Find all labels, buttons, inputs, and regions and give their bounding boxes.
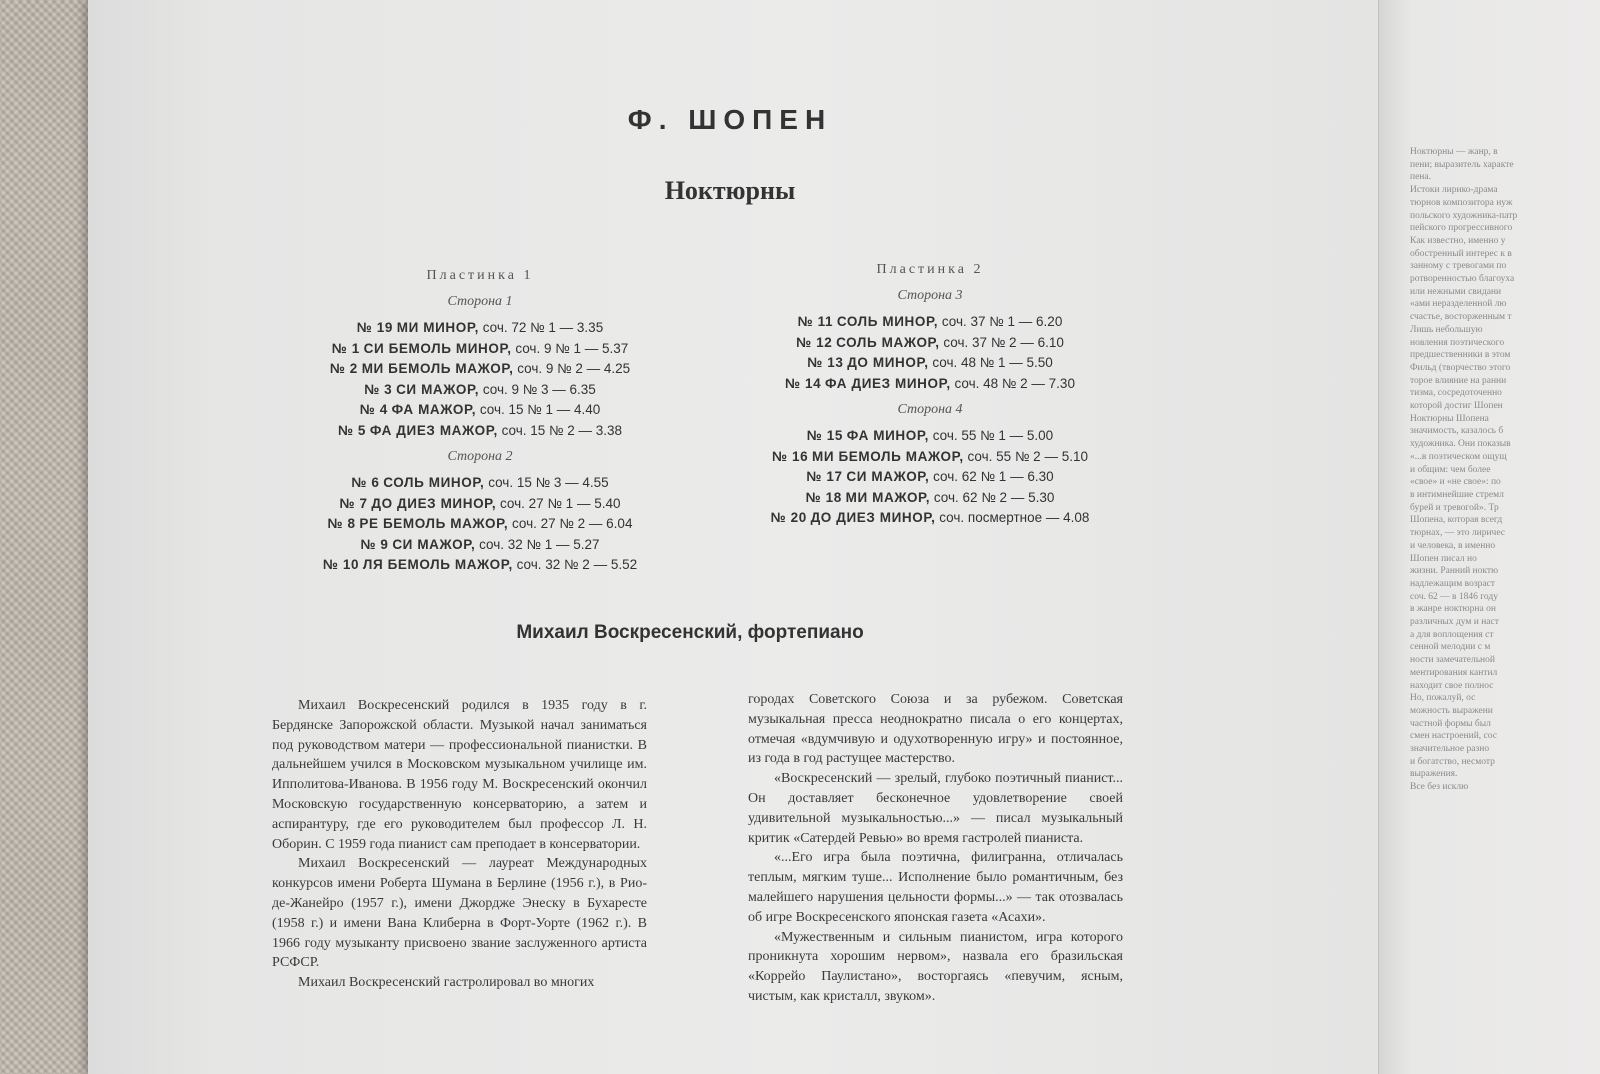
text-line: ности замечательной [1410,655,1495,666]
track-duration: — 5.40 [576,495,621,511]
track-opus: соч. 15 № 1 [479,402,553,417]
text-line: предшественники в этом [1410,350,1511,361]
paragraph: городах Советского Союза и за рубежом. Советская музыкальная пресса неоднократно писала о его концертах, отмечая «вдумчивую и одухотворенную игру» и постоянное, из года в год растущее мастерство. [748,692,1123,767]
work-title: Ноктюрны [664,176,796,205]
text-line: Шопен писал но [1410,553,1477,564]
text-line: надлежащим возраст [1410,578,1495,589]
text-line: тюрнах, — это лиричес [1410,528,1506,539]
track-opus: соч. 72 № 1 [482,320,556,335]
text-line: новления поэтического [1410,337,1505,348]
text-line: различных дум и наст [1410,617,1499,628]
text-line: Как известно, именно у [1410,235,1506,246]
text-line: которой достиг Шопен [1410,401,1503,412]
track-number: № 17 [806,469,843,484]
track-row [240,318,720,339]
paragraph: «...Его игра была поэтична, филигранна, отличалась теплым, мягким туше... Исполнение было романтичным, без малейшего нарушения цельности формы...» — так отозвалась об игре Воскресенского японская газета «Асахи». [748,850,1123,925]
track-name: ФА МИНОР, [846,428,929,443]
paragraph: «Воскресенский — зрелый, глубоко поэтичный пианист... Он доставляет бесконечное удовлетворение своей удивительной музыкальностью...» — писал музыкальный критик «Сатердей Ревью» во время гастролей пианиста. [748,771,1123,846]
text-line: можность выражени [1410,705,1493,716]
text-line: пени; выразитель характе [1410,159,1514,170]
track-name: МИ БЕМОЛЬ МАЖОР, [361,361,514,376]
text-line: в жанре ноктюрна он [1410,604,1496,615]
track-opus: соч. 62 № 1 [933,469,1007,484]
text-line: выражения. [1410,769,1458,780]
text-line: обостренный интерес к в [1410,248,1512,259]
text-line: в интимнейшие стремл [1410,489,1504,500]
performer-heading: Михаил Воскресенский, фортепиано [516,622,864,643]
track-duration: — 6.04 [588,516,633,531]
text-line: ментирования кантил [1410,667,1498,678]
track-duration: — 5.00 [1009,428,1054,443]
track-row [240,514,720,535]
track-row [690,374,1170,395]
track-opus: соч. 9 № 2 [517,361,583,376]
track-number: № 20 [770,510,807,525]
track-name: СОЛЬ МИНОР, [836,314,939,329]
text-line: торое влияние на ранни [1410,375,1507,386]
track-number: № 4 [359,402,388,417]
record-1-tracklist [240,268,720,576]
paragraph: «Мужественным и сильным пианистом, игра которого проникнута хорошим нервом», назвала его бразильская «Коррейо Паулистано», восторгаясь «певучим, ясным, чистым, как кристалл, звуком». [748,929,1123,1004]
track-opus: соч. 15 № 2 [501,422,575,438]
track-duration: — 5.37 [584,340,629,356]
track-number: № 1 [331,340,360,356]
track-row [690,312,1170,333]
track-name: МИ МАЖОР, [845,489,931,505]
track-opus: соч. 37 № 1 [941,314,1016,329]
track-number: № 16 [772,448,809,464]
track-row [240,421,720,442]
text-line: и человека, в именно [1410,540,1496,551]
track-number: № 7 [339,495,368,511]
record-2-tracklist [690,262,1170,529]
paragraph: Михаил Воскресенский гастролировал во многих [298,975,595,991]
track-opus: соч. 32 № 1 [479,536,553,552]
track-number: № 2 [329,361,358,376]
track-duration: — 6.20 [1018,314,1063,329]
paragraph: Михаил Воскресенский — лауреат Международных конкурсов имени Роберта Шумана в Берлине (1956 г.), в Рио-де-Жанейро (1957 г.), имени Джордже Энеску в Бухаресте (1958 г.) и имени Вана Клиберна в Форт-Уорте (1962 г.). В 1966 году музыканту присвоено звание заслуженного артиста РСФСР. [272,856,647,971]
track-number: № 9 [360,536,389,552]
text-line: и общим: чем более [1410,464,1491,475]
track-name: РЕ БЕМОЛЬ МАЖОР, [359,516,509,531]
track-number: № 14 [785,375,822,391]
track-row [240,359,720,380]
track-row [690,353,1170,374]
track-number: № 11 [797,314,834,329]
track-opus: соч. 37 № 2 [943,334,1017,350]
track-row [690,508,1170,529]
track-row [240,555,720,576]
track-name: СОЛЬ МИНОР, [383,475,485,490]
record-title: Пластинка 2 [876,262,984,277]
track-opus: соч. 48 № 1 [932,355,1006,370]
track-opus: соч. 15 № 3 [488,475,562,490]
track-name: МИ БЕМОЛЬ МАЖОР, [812,448,964,464]
track-number: № 15 [806,428,844,443]
track-row [240,339,720,360]
track-duration: — 5.27 [556,536,600,552]
track-number: № 6 [351,475,380,490]
track-row [240,494,720,515]
side-title: Сторона 2 [447,449,513,464]
track-duration: — 5.50 [1009,355,1053,370]
biography-column-left [272,696,647,993]
text-line: Шопена, которая всегд [1410,515,1503,526]
track-row [690,426,1170,447]
text-line: пена. [1410,172,1431,183]
track-row [690,333,1170,354]
track-number: № 10 [322,557,360,572]
track-duration: — 4.55 [565,475,609,490]
track-opus: соч. посмертное [939,510,1043,525]
track-duration: — 5.52 [593,557,638,572]
track-duration: — 4.08 [1045,510,1090,525]
track-number: № 8 [327,516,356,531]
paragraph: Михаил Воскресенский родился в 1935 году в г. Бердянске Запорожской области. Музыкой начал заниматься под руководством матери — профессиональной пианистки. В дальнейшем учился в Московском музыкальном училище им. Ипполитова-Иванова. В 1956 году М. Воскресенский окончил Московскую государственную консерваторию, а затем и аспирантуру, где его руководителем был профессор Л. Н. Оборин. С 1959 года пианист сам преподает в консерватории. [272,698,647,852]
track-name: СИ МАЖОР, [392,536,476,552]
track-name: ФА ДИЕЗ МАЖОР, [369,422,498,438]
text-line: занному с тревогами по [1410,261,1507,272]
text-line: Лишь небольшую [1410,324,1483,335]
track-number: № 12 [796,334,833,350]
text-line: смен настроений, сос [1410,731,1497,742]
text-line: или нежными свидани [1410,286,1502,297]
text-line: и богатство, несмотр [1410,756,1495,767]
track-name: ДО ДИЕЗ МИНОР, [810,510,936,525]
track-number: № 18 [805,489,842,505]
track-row [240,535,720,556]
track-opus: соч. 32 № 2 [516,557,590,572]
track-row [240,380,720,401]
text-line: соч. 62 — в 1846 году [1410,591,1498,602]
track-duration: — 3.35 [559,320,604,335]
text-line: Все без исклю [1410,782,1469,793]
track-opus: соч. 48 № 2 [954,375,1028,391]
text-line: сенной мелодии с м [1410,642,1491,653]
track-duration: — 3.38 [578,422,623,438]
track-name: ДО МИНОР, [847,355,929,370]
text-line: «свое» и «не свое»: по [1410,477,1501,488]
text-line: а для воплощения ст [1410,629,1494,640]
fabric-background [0,0,100,1074]
biography-column-right [748,690,1123,1007]
track-opus: соч. 9 № 3 [482,381,549,397]
text-line: «...в поэтическом ощущ [1410,451,1507,462]
text-line: художника. Они показыв [1410,439,1511,450]
track-duration: — 6.10 [1020,334,1064,350]
text-line: Ноктюрны Шопена [1410,413,1489,424]
track-opus: соч. 9 № 1 [515,340,581,356]
track-name: МИ МИНОР, [396,320,479,335]
track-number: № 19 [356,320,394,335]
text-line: значимость, казалось б [1410,426,1504,437]
record-title: Пластинка 1 [426,268,534,283]
text-line: Фильд (творчество этого [1410,362,1511,373]
track-duration: — 6.35 [552,381,596,397]
track-opus: соч. 55 № 1 [932,428,1006,443]
track-opus: соч. 27 № 2 [512,516,586,531]
track-duration: — 4.40 [556,402,601,417]
text-line: значительное разно [1410,744,1490,755]
text-line: польского художника-патр [1410,210,1518,221]
track-opus: соч. 62 № 2 [933,489,1008,505]
track-duration: — 5.10 [1044,448,1088,464]
track-duration: — 6.30 [1010,469,1054,484]
side-title: Сторона 1 [447,294,513,309]
track-name: СОЛЬ МАЖОР, [836,334,940,350]
track-number: № 13 [807,355,844,370]
side-title: Сторона 3 [897,288,963,303]
track-name: СИ МАЖОР, [846,469,930,484]
track-duration: — 7.30 [1031,375,1075,391]
side-title: Сторона 4 [897,402,963,417]
adjacent-page-text [1392,146,1572,794]
composer-title: Ф. ШОПЕН [627,104,833,135]
text-line: Истоки лирико-драма [1410,185,1498,196]
text-line: частной формы был [1410,718,1491,729]
track-opus: соч. 27 № 1 [500,495,574,511]
track-name: ФА ДИЕЗ МИНОР, [825,375,951,391]
text-line: пейского прогрессивного [1410,223,1513,234]
text-line: тюрнов композитора нуж [1410,197,1513,208]
track-opus: соч. 55 № 2 [967,448,1041,464]
text-line: жизни. Ранний ноктю [1410,566,1499,577]
track-name: ЛЯ БЕМОЛЬ МАЖОР, [362,557,513,572]
text-line: «ами неразделенной лю [1410,299,1507,310]
track-row [690,488,1170,509]
track-duration: — 5.30 [1010,489,1055,505]
track-name: ФА МАЖОР, [391,402,477,417]
text-line: тизма, сосредоточенно [1410,388,1502,399]
track-row [690,447,1170,468]
text-line: ротворенностью благоуха [1410,274,1515,285]
track-number: № 5 [337,422,367,438]
text-line: счастье, восторженным т [1410,312,1512,323]
text-line: бурей и тревогой». Тр [1410,502,1499,513]
text-line: находит свое полнос [1410,680,1494,691]
track-row [240,400,720,421]
track-duration: — 4.25 [586,361,631,376]
track-name: СИ МАЖОР, [396,381,480,397]
text-line: Ноктюрны — жанр, в [1410,147,1498,157]
text-line: Но, пожалуй, ос [1410,693,1476,704]
track-number: № 3 [364,381,393,397]
track-row [690,467,1170,488]
track-row [240,473,720,494]
track-name: ДО ДИЕЗ МИНОР, [371,495,497,511]
track-name: СИ БЕМОЛЬ МИНОР, [363,340,512,356]
